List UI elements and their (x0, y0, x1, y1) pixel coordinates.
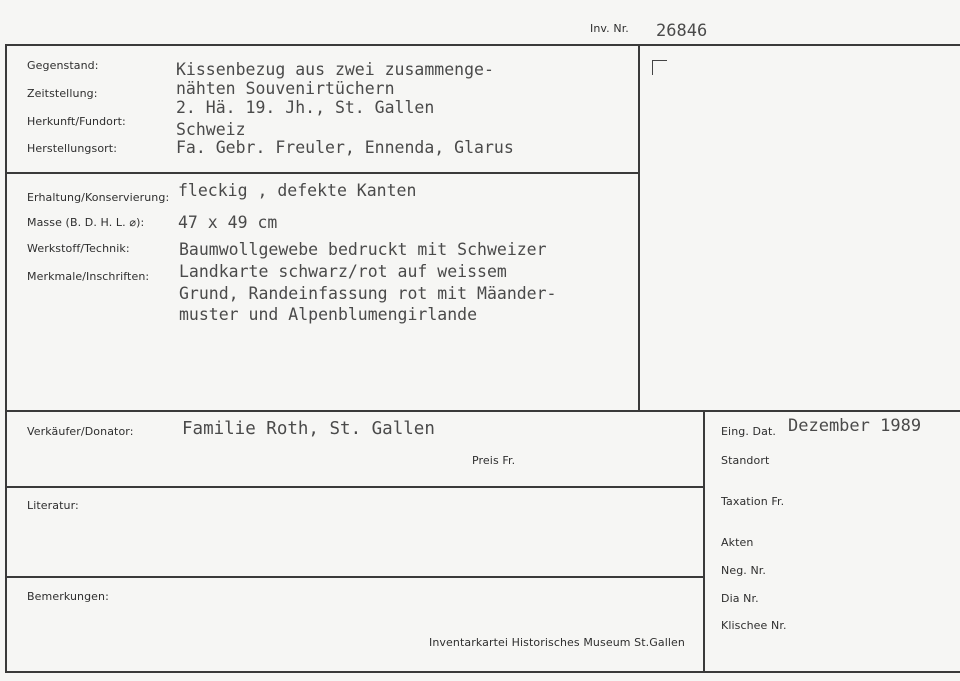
zeitstellung-label: Zeitstellung: (27, 87, 98, 100)
herkunft-label: Herkunft/Fundort: (27, 115, 126, 128)
divider-literature (6, 486, 704, 488)
dia-nr-label: Dia Nr. (721, 592, 759, 605)
object-description-line: nähten Souvenirtüchern (176, 79, 395, 98)
eing-dat-value: Dezember 1989 (788, 416, 922, 436)
material-line: muster und Alpenblumengirlande (179, 305, 478, 324)
bemerkungen-label: Bemerkungen: (27, 590, 109, 603)
corner-mark (652, 60, 667, 75)
taxation-label: Taxation Fr. (721, 495, 785, 508)
object-description-line: 2. Hä. 19. Jh., St. Gallen (176, 98, 435, 117)
gegenstand-label: Gegenstand: (27, 59, 99, 72)
material-line: Grund, Randeinfassung rot mit Mäander- (179, 284, 557, 303)
institution-imprint: Inventarkartei Historisches Museum St.Gallen (429, 636, 685, 649)
divider-right-column (638, 44, 640, 411)
object-description-line: Kissenbezug aus zwei zusammenge- (176, 60, 494, 79)
masse-value: 47 x 49 cm (178, 213, 278, 232)
neg-nr-label: Neg. Nr. (721, 564, 767, 577)
verkaeufer-label: Verkäufer/Donator: (27, 425, 134, 438)
divider-acquisition (6, 410, 960, 412)
herstellungsort-label: Herstellungsort: (27, 142, 118, 155)
standort-label: Standort (721, 454, 770, 467)
akten-label: Akten (721, 536, 754, 549)
inv-nr-label: Inv. Nr. (590, 22, 629, 35)
masse-label: Masse (B. D. H. L. ⌀): (27, 216, 145, 229)
divider-remarks (6, 576, 704, 578)
werkstoff-label: Werkstoff/Technik: (27, 242, 130, 255)
material-line: Landkarte schwarz/rot auf weissem (179, 262, 507, 281)
divider-left-edge (5, 44, 7, 673)
erhaltung-value: fleckig , defekte Kanten (178, 181, 417, 200)
divider-top (6, 44, 960, 46)
material-line: Baumwollgewebe bedruckt mit Schweizer (179, 240, 547, 259)
literatur-label: Literatur: (27, 499, 79, 512)
klischee-label: Klischee Nr. (721, 619, 787, 632)
object-description-line: Schweiz (176, 120, 246, 139)
preis-label: Preis Fr. (472, 454, 516, 467)
object-description-line: Fa. Gebr. Freuler, Ennenda, Glarus (176, 138, 514, 157)
divider-object-condition (6, 172, 639, 174)
verkaeufer-value: Familie Roth, St. Gallen (182, 419, 435, 439)
eing-dat-label: Eing. Dat. (721, 425, 776, 438)
divider-bottom (6, 671, 960, 673)
inv-nr-value: 26846 (656, 21, 708, 41)
divider-sidebar (703, 410, 705, 673)
merkmale-label: Merkmale/Inschriften: (27, 270, 150, 283)
erhaltung-label: Erhaltung/Konservierung: (27, 191, 170, 204)
